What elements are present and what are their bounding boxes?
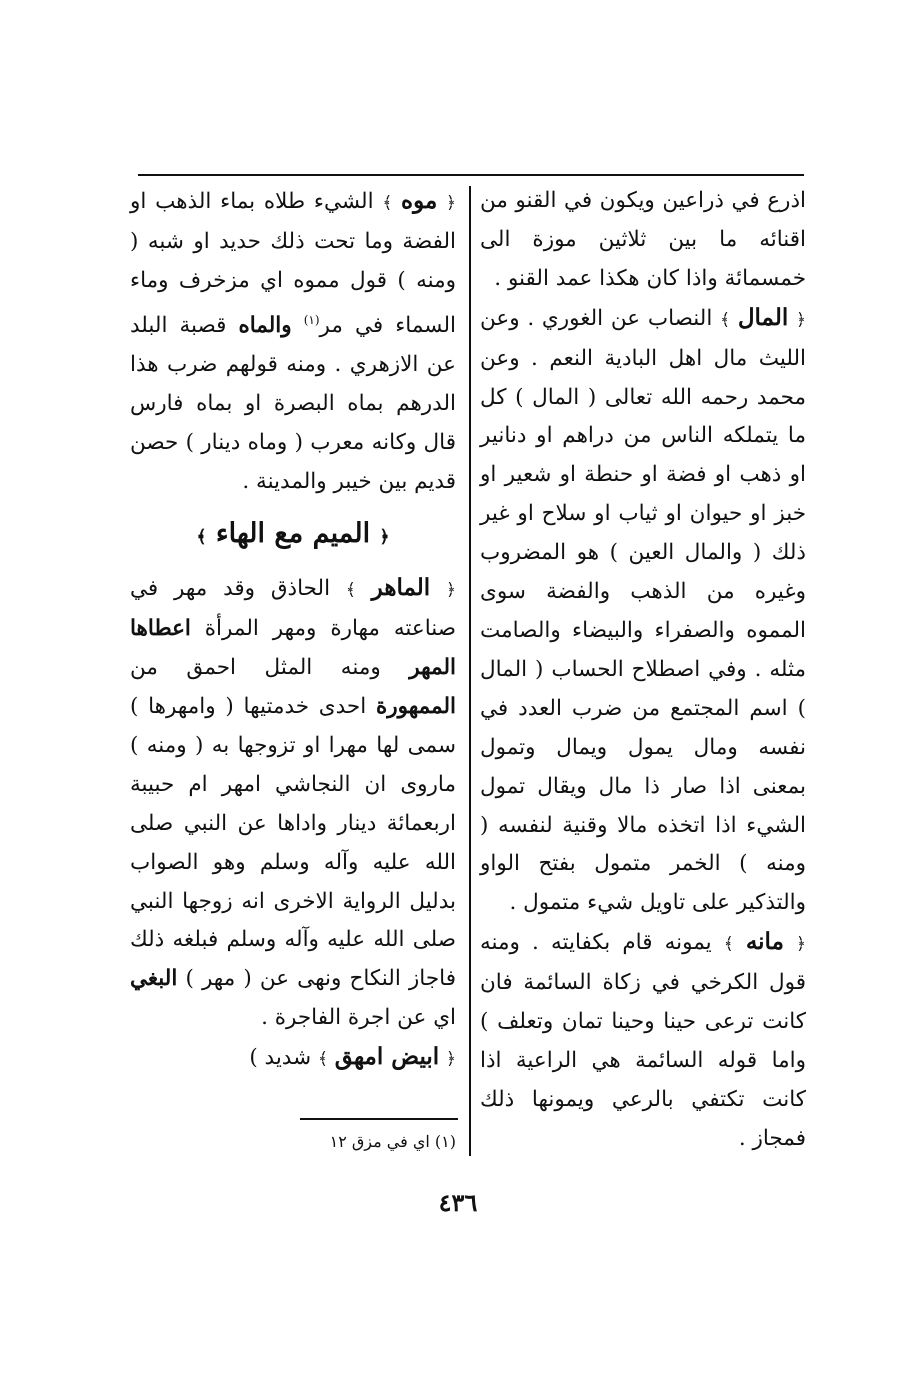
- ornament-open: ﴿: [446, 580, 456, 601]
- ornament-open: ﴿: [796, 309, 806, 330]
- ornament-close: ﴾: [317, 1049, 328, 1070]
- entry-mahir-bold: الممهورة: [375, 694, 456, 720]
- ornament-close: ﴾: [345, 580, 356, 601]
- column-divider: [469, 186, 471, 1156]
- entry-mahir-text: اي عن اجرة الفاجرة .: [261, 1005, 456, 1031]
- ornament-open: ﴿: [446, 193, 456, 213]
- ornament-open: ﴿: [796, 934, 806, 955]
- ornament-open: ﴿: [446, 1049, 456, 1070]
- ornament-open: ﴿: [379, 527, 390, 548]
- entry-mahir: [130, 569, 456, 1038]
- entry-mal-text: النصاب عن الغوري . وعن الليث مال اهل البادية النعم . وعن محمد رحمه الله تعالى ( المال ) كل ما يتملكه الناس من دراهم او دنانير او ذهب او فضة او حنطة او شعير او خبز او حيوان او ثياب او سلاح او غير ذلك ( والمال العين ) هو المضروب وغيره من الذهب والفضة سوى المموه والصفراء والبيضاء والصامت مثله . وفي اصطلاح الحساب ( المال ) اسم المجتمع من ضرب العدد في نفسه ومال يمول ويمال وتمول بمعنى اذا صار ذا مال ويقال تمول الشيء اذا اتخذه مالا وقنية لنفسه ( ومنه ) الخمر متمول بفتح الواو والتذكير على تاويل شيء متمول .: [480, 305, 806, 916]
- entry-abyad-text: شديد ): [249, 1045, 312, 1071]
- headword-mah: والماه: [238, 312, 292, 338]
- top-rule: [138, 174, 804, 176]
- entry-mal: [480, 299, 806, 924]
- entry-manahu-text: يمونه قام بكفايته . ومنه قول الكرخي في زكاة السائمة فان كانت ترعى حينا وحينا تمان وتعلف ) واما قوله السائمة هي الراعية اذا كانت تكتفي بالرعي ويمونها ذلك فمجاز .: [480, 930, 806, 1151]
- footnote: (١) اي في مزق ١٢: [329, 1132, 456, 1151]
- entry-manahu: [480, 923, 806, 1158]
- headword-abyad: ابيض امهق: [334, 1043, 440, 1071]
- headword-mal: المال: [737, 303, 789, 331]
- entry-mahir-text: الحاذق وقد مهر في صناعته مهارة ومهر المرأة: [130, 576, 456, 642]
- entry-mawwah-text: الشيء طلاه بماء الذهب او الفضة وما تحت ذلك حديد او شبه ( ومنه ) قول مموه اي مزخرف وماء السماء في مر: [130, 189, 456, 338]
- footnote-rule: [300, 1118, 458, 1120]
- headword-mahir: الماهر: [371, 574, 431, 602]
- entry-mah-text: قصبة البلد عن الازهري . ومنه قولهم ضرب هذا الدرهم بماه البصرة او بماه فارس قال وكانه معرب ( وماه دينار ) حصن قديم بين خيبر والمدينة .: [130, 312, 456, 494]
- section-heading-text: الميم مع الهاء: [215, 518, 371, 550]
- section-heading: [130, 515, 456, 557]
- right-column: [480, 182, 806, 1159]
- headword-mawwah: موه: [401, 187, 438, 214]
- ornament-close: ﴾: [196, 527, 207, 548]
- ornament-close: ﴾: [720, 309, 731, 330]
- entry-mawwah: [130, 182, 456, 501]
- page-number: ٤٣٦: [438, 1188, 478, 1217]
- footnote-ref: (١): [303, 312, 320, 327]
- entry-abyad: [130, 1038, 456, 1079]
- left-column: [130, 182, 456, 1079]
- entry-mahir-text: ومنه المثل احمق من: [130, 655, 381, 681]
- entry-mahir-bold: اعطاها المهر: [130, 616, 456, 681]
- ornament-close: ﴾: [382, 193, 393, 213]
- entry-mahir-text: احدى خدمتيها ( وامهرها ) سمى لها مهرا او تزوجها به ( ومنه ) ماروى ان النجاشي امهر ام حبيبة اربعمائة دينار واداها عن النبي صلى الله عليه وآله وسلم وهو الصواب بدليل الرواية الاخرى انه زوجها النبي صلى الله عليه وآله وسلم فبلغه ذلك فاجاز النكاح ونهى عن ( مهر ): [130, 694, 456, 992]
- ornament-close: ﴾: [723, 934, 734, 955]
- entry-continuation: اذرع في ذراعين ويكون في القنو من اقنائه ما بين ثلاثين موزة الى خمسمائة واذا كان هكذا عمد القنو .: [480, 188, 806, 291]
- entry-mahir-bold: البغي: [130, 966, 178, 992]
- headword-manahu: مانه: [745, 928, 784, 956]
